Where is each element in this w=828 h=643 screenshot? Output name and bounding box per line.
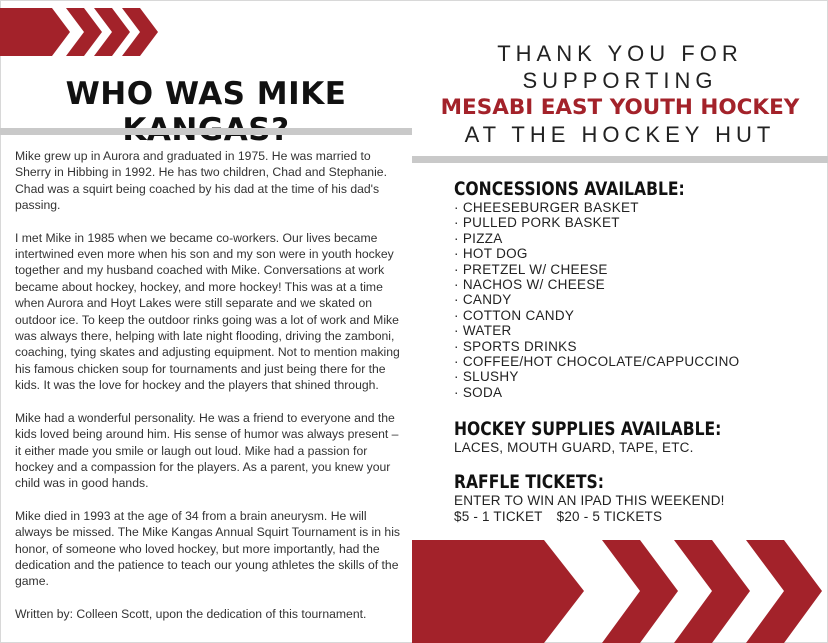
- list-item: · CHEESEBURGER BASKET: [454, 200, 639, 215]
- chevron-2: [674, 540, 750, 643]
- list-item: · HOT DOG: [454, 246, 528, 262]
- raffle-price-single: $5 - 1 TICKET: [454, 509, 543, 525]
- concessions-heading: CONCESSIONS AVAILABLE:: [454, 178, 685, 200]
- list-item: · SLUSHY: [454, 369, 519, 385]
- story-paragraph: Mike died in 1993 at the age of 34 from a brain aneurysm. He will always be missed. The Mike Kangas Annual Squirt Tournament is in his honor, of someone who loved hockey, but more importantly, had the dedication and the patience to teach our young athletes the skills of the game.: [15, 508, 401, 589]
- list-item: · COFFEE/HOT CHOCOLATE/CAPPUCCINO: [454, 354, 740, 370]
- list-item: · PRETZEL W/ CHEESE: [454, 261, 608, 277]
- organization-name: MESABI EAST YOUTH HOCKEY: [440, 95, 800, 120]
- bottom-arrow-banner: [412, 540, 828, 643]
- list-item: · CANDY: [454, 292, 512, 308]
- list-item: · COTTON CANDY: [454, 307, 575, 323]
- thank-you-heading: [412, 40, 828, 148]
- concessions-list: [454, 200, 814, 400]
- thanks-line-4: AT THE HOCKEY HUT: [464, 122, 776, 147]
- story-paragraph: I met Mike in 1985 when we became co-workers. Our lives became intertwined even more when his son and my son were in youth hockey together and my husband coached with Mike. Conversations at work became about hockey, hockey, and more hockey! This was at a time when Aurora and Hoyt Lakes were still separate and we skated on outdoor ice. To keep the outdoor rinks going was a lot of work and Mike was always there, helping with late night flooding, driving the zamboni, coaching, tying skates and adjusting equipment. Not to mention making his famous chicken soup for tournaments and just being there for the kids. It was the love for hockey and the players that shined through.: [15, 230, 400, 393]
- thanks-line-1: THANK YOU FOR: [497, 41, 743, 66]
- red-arrow-banner: [412, 540, 584, 643]
- story-paragraph: Mike grew up in Aurora and graduated in 1975. He was married to Sherry in Hibbing in 1992. He has two children, Chad and Stephanie. Chad was a squirt being coached by his dad at the time of his dad's passing.: [15, 149, 387, 213]
- raffle-text: ENTER TO WIN AN IPAD THIS WEEKEND!: [454, 493, 725, 509]
- list-item: · NACHOS W/ CHEESE: [454, 277, 605, 293]
- chevron-1: [602, 540, 678, 643]
- story-body: [15, 148, 407, 638]
- raffle-prices: [454, 509, 814, 525]
- list-item: · SODA: [454, 384, 503, 400]
- raffle-price-bundle: $20 - 5 TICKETS: [556, 509, 663, 525]
- right-divider: [412, 156, 828, 163]
- thanks-line-2: SUPPORTING: [522, 68, 718, 93]
- story-paragraph: Mike had a wonderful personality. He was a friend to everyone and the kids loved being around him. His sense of humor was always present – it either made you smile or laugh out loud. Mike had a passion for hockey and a compassion for the players. As a parent, you knew your child was in good hands.: [15, 410, 399, 491]
- chevron-3: [746, 540, 822, 643]
- chevron-1: [66, 8, 102, 56]
- list-item: · WATER: [454, 323, 512, 339]
- list-item: · PIZZA: [454, 230, 503, 246]
- raffle-heading: RAFFLE TICKETS:: [454, 471, 604, 494]
- chevron-arrows-decoration: [0, 8, 160, 56]
- red-arrow-banner: [0, 8, 70, 56]
- list-item: · SPORTS DRINKS: [454, 338, 577, 354]
- supplies-text: LACES, MOUTH GUARD, TAPE, ETC.: [454, 440, 694, 456]
- offers-section: [454, 178, 814, 525]
- story-byline: Written by: Colleen Scott, upon the dedication of this tournament.: [15, 606, 367, 621]
- left-divider: [0, 128, 412, 135]
- list-item: · PULLED PORK BASKET: [454, 215, 620, 231]
- supplies-heading: HOCKEY SUPPLIES AVAILABLE:: [454, 418, 722, 441]
- story-title: WHO WAS MIKE: [65, 76, 347, 112]
